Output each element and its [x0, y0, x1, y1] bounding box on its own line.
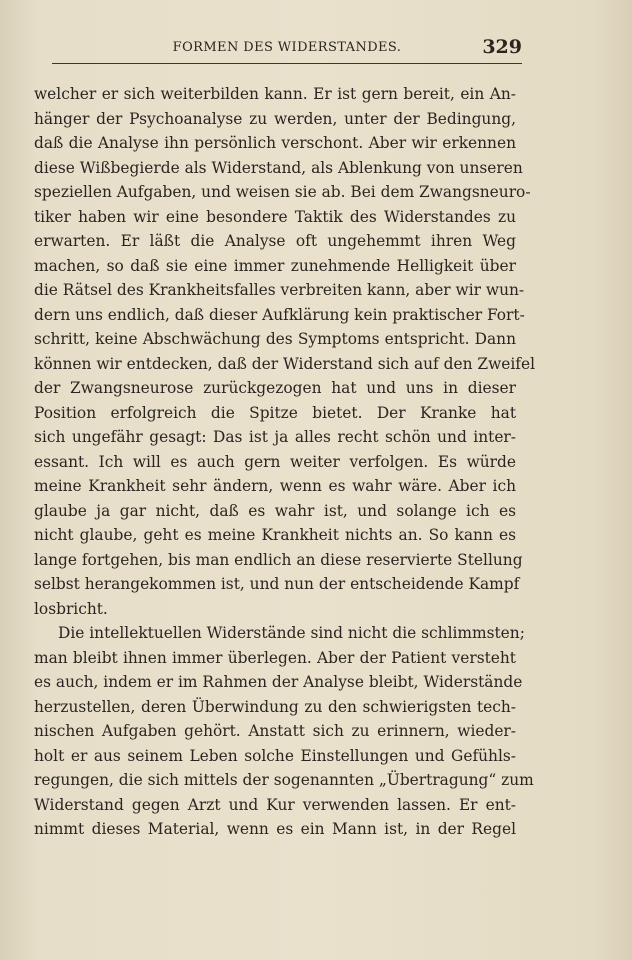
body-text — [34, 82, 536, 842]
text-line: daß die Analyse ihn persönlich verschont. Aber wir erkennen — [34, 134, 516, 152]
text-line: essant. Ich will es auch gern weiter verfolgen. Es würde — [34, 452, 516, 471]
text-line: herzustellen, deren Überwindung zu den schwierigsten tech- — [34, 697, 516, 716]
text-line: machen, so daß sie eine immer zunehmende Helligkeit über — [34, 256, 516, 275]
page-number: 329 — [482, 36, 522, 58]
text-line: speziellen Aufgaben, und weisen sie ab. Bei dem Zwangsneuro- — [34, 183, 531, 201]
text-line: diese Wißbegierde als Widerstand, als Ablenkung von unseren — [34, 158, 523, 177]
text-line: Widerstand gegen Arzt und Kur verwenden lassen. Er ent- — [34, 795, 516, 814]
text-line: Position erfolgreich die Spitze bietet. Der Kranke hat — [34, 403, 516, 422]
text-line: die Rätsel des Krankheitsfalles verbreiten kann, aber wir wun- — [34, 281, 525, 299]
text-line: meine Krankheit sehr ändern, wenn es wahr wäre. Aber ich — [34, 477, 516, 495]
text-line: es auch, indem er im Rahmen der Analyse bleibt, Widerstände — [34, 673, 523, 691]
text-line: man bleibt ihnen immer überlegen. Aber der Patient versteht — [34, 648, 516, 667]
text-line: selbst herangekommen ist, und nun der entscheidende Kampf — [34, 575, 520, 593]
text-line: der Zwangsneurose zurückgezogen hat und uns in dieser — [34, 379, 516, 397]
text-line: holt er aus seinem Leben solche Einstellungen und Gefühls- — [34, 746, 516, 765]
paragraph-start-line: Die intellektuellen Widerstände sind nicht die schlimmsten; — [58, 624, 525, 642]
text-line: nimmt dieses Material, wenn es ein Mann ist, in der Regel — [34, 820, 516, 838]
text-line: nischen Aufgaben gehört. Anstatt sich zu erinnern, wieder- — [34, 722, 516, 740]
text-line: nicht glaube, geht es meine Krankheit nichts an. So kann es — [34, 526, 516, 544]
text-line: glaube ja gar nicht, daß es wahr ist, und solange ich es — [34, 501, 516, 520]
running-head: FORMEN DES WIDERSTANDES. — [172, 40, 402, 55]
page-header — [52, 36, 522, 62]
text-line: sich ungefähr gesagt: Das ist ja alles recht schön und inter- — [34, 428, 516, 446]
header-rule — [52, 63, 522, 64]
text-line: schritt, keine Abschwächung des Symptoms entspricht. Dann — [34, 330, 516, 348]
text-line: regungen, die sich mittels der sogenannten „Übertragung“ zum — [34, 771, 534, 789]
text-line: dern uns endlich, daß dieser Aufklärung kein praktischer Fort- — [34, 305, 525, 324]
text-line: können wir entdecken, daß der Widerstand sich auf den Zweifel — [34, 354, 536, 373]
text-line: welcher er sich weiterbilden kann. Er ist gern bereit, ein An- — [34, 85, 516, 103]
text-line: erwarten. Er läßt die Analyse oft ungehemmt ihren Weg — [34, 232, 516, 250]
text-line: tiker haben wir eine besondere Taktik des Widerstandes zu — [34, 207, 516, 226]
text-line: hänger der Psychoanalyse zu werden, unter der Bedingung, — [34, 109, 516, 128]
text-line: lange fortgehen, bis man endlich an diese reservierte Stellung — [34, 550, 523, 569]
paragraph-end-line: losbricht. — [34, 599, 108, 618]
